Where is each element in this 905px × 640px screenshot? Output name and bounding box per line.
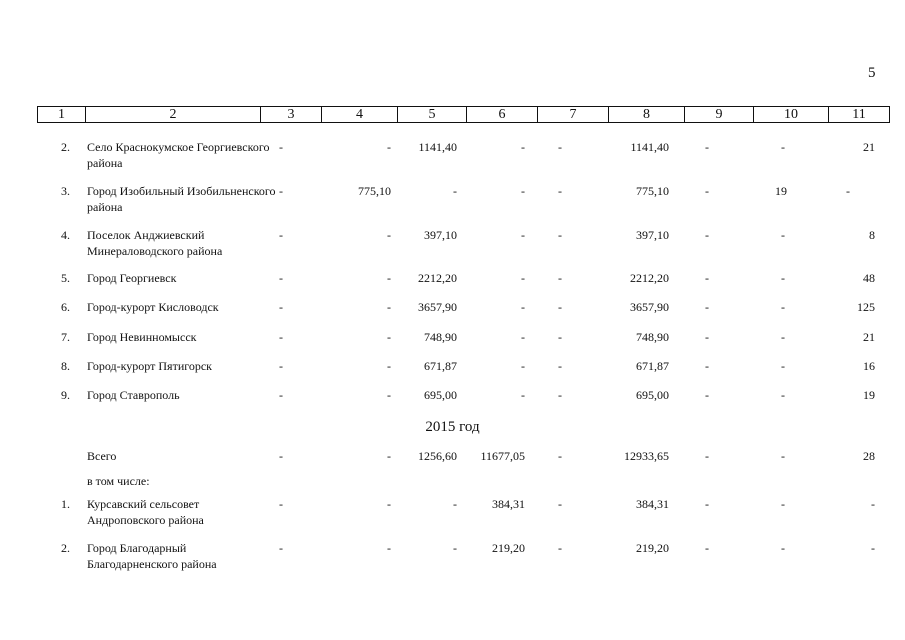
cell-col-11: 48 [863, 271, 875, 285]
cell-col-11: 19 [863, 388, 875, 402]
row-number: 4. [61, 228, 70, 242]
cell-col-10: - [781, 300, 785, 314]
cell-col-10: - [781, 497, 785, 511]
row-name: Курсавский сельсовет Андроповского района [87, 497, 204, 527]
row-name: Город-курорт Пятигорск [87, 359, 213, 373]
header-col-6: 6 [467, 107, 538, 123]
cell-col-8: 219,20 [636, 541, 669, 555]
cell-col-5: - [453, 184, 457, 198]
cell-col-6: 384,31 [492, 497, 525, 511]
row-name: Город Георгиевск [87, 271, 177, 285]
header-col-4: 4 [322, 107, 398, 123]
row-name: Всего [87, 449, 117, 463]
cell-col-4: - [387, 541, 391, 555]
page-number: 5 [868, 65, 876, 81]
cell-col-4: - [387, 388, 391, 402]
cell-col-5: 2212,20 [418, 271, 457, 285]
header-col-5: 5 [398, 107, 467, 123]
cell-col-11: 28 [863, 449, 875, 463]
cell-col-3: - [279, 541, 283, 555]
row-number: 7. [61, 330, 70, 344]
cell-col-8: 3657,90 [630, 300, 669, 314]
cell-col-9: - [705, 388, 709, 402]
cell-col-6: 219,20 [492, 541, 525, 555]
row-name: Город-курорт Кисловодск [87, 300, 219, 314]
cell-col-6: - [521, 330, 525, 344]
cell-col-6: - [521, 140, 525, 154]
cell-col-5: 695,00 [424, 388, 457, 402]
cell-col-8: 397,10 [636, 228, 669, 242]
row-name: Город Благодарный Благодарненского района [87, 541, 217, 571]
table-row [37, 227, 882, 259]
row-name: Поселок Анджиевский Минераловодского района [87, 228, 223, 258]
cell-col-4: - [387, 359, 391, 373]
cell-col-6: - [521, 184, 525, 198]
cell-col-9: - [705, 184, 709, 198]
cell-col-10: - [781, 359, 785, 373]
row-number: 3. [61, 184, 70, 198]
cell-col-8: 384,31 [636, 497, 669, 511]
cell-col-8: 748,90 [636, 330, 669, 344]
header-col-8: 8 [609, 107, 685, 123]
cell-col-3: - [279, 271, 283, 285]
cell-col-10: - [781, 228, 785, 242]
cell-col-7: - [558, 271, 562, 285]
cell-col-7: - [558, 388, 562, 402]
cell-col-11: - [871, 541, 875, 555]
row-name: Город Изобильный Изобильненского района [87, 184, 276, 214]
cell-col-7: - [558, 140, 562, 154]
header-col-10: 10 [754, 107, 829, 123]
cell-col-6: - [521, 228, 525, 242]
cell-col-5: - [453, 541, 457, 555]
table-row [37, 299, 882, 331]
cell-col-3: - [279, 184, 283, 198]
table-row [37, 540, 882, 572]
table-row [37, 183, 882, 215]
cell-col-11: 21 [863, 140, 875, 154]
cell-col-4: - [387, 330, 391, 344]
cell-col-8: 12933,65 [624, 449, 669, 463]
cell-col-8: 695,00 [636, 388, 669, 402]
cell-col-8: 1141,40 [630, 140, 669, 154]
header-col-3: 3 [261, 107, 322, 123]
cell-col-4: - [387, 449, 391, 463]
cell-col-3: - [279, 388, 283, 402]
cell-col-11: - [871, 497, 875, 511]
cell-col-10: - [781, 271, 785, 285]
cell-col-7: - [558, 541, 562, 555]
cell-col-5: 748,90 [424, 330, 457, 344]
cell-col-11: 125 [857, 300, 875, 314]
cell-col-8: 775,10 [636, 184, 669, 198]
row-name: Город Ставрополь [87, 388, 180, 402]
table-row [37, 329, 882, 361]
cell-col-3: - [279, 449, 283, 463]
cell-col-5: 1256,60 [418, 449, 457, 463]
header-col-2: 2 [86, 107, 261, 123]
cell-col-4: - [387, 140, 391, 154]
cell-col-10: - [781, 388, 785, 402]
year-heading: 2015 год [425, 419, 480, 435]
cell-col-5: 671,87 [424, 359, 457, 373]
row-name: Село Краснокумское Георгиевского района [87, 140, 270, 170]
cell-col-7: - [558, 449, 562, 463]
header-col-7: 7 [538, 107, 609, 123]
cell-col-4: - [387, 228, 391, 242]
cell-col-5: 3657,90 [418, 300, 457, 314]
cell-col-4: 775,10 [358, 184, 391, 198]
row-number: 5. [61, 271, 70, 285]
total-row [37, 448, 882, 480]
row-number: 9. [61, 388, 70, 402]
cell-col-11: - [846, 184, 850, 198]
row-number: 2. [61, 140, 70, 154]
cell-col-11: 8 [869, 228, 875, 242]
table-row [37, 358, 882, 390]
cell-col-3: - [279, 140, 283, 154]
cell-col-6: - [521, 271, 525, 285]
cell-col-7: - [558, 184, 562, 198]
cell-col-5: - [453, 497, 457, 511]
cell-col-4: - [387, 497, 391, 511]
cell-col-5: 397,10 [424, 228, 457, 242]
cell-col-9: - [705, 449, 709, 463]
cell-col-7: - [558, 228, 562, 242]
row-number: 2. [61, 541, 70, 555]
header-col-1: 1 [38, 107, 86, 123]
subheading: в том числе: [87, 474, 150, 488]
cell-col-9: - [705, 330, 709, 344]
table-row [37, 387, 882, 419]
row-number: 6. [61, 300, 70, 314]
cell-col-6: - [521, 388, 525, 402]
cell-col-6: - [521, 300, 525, 314]
row-number: 8. [61, 359, 70, 373]
cell-col-6: 11677,05 [480, 449, 525, 463]
cell-col-7: - [558, 330, 562, 344]
cell-col-3: - [279, 359, 283, 373]
cell-col-6: - [521, 359, 525, 373]
table-row [37, 139, 882, 171]
header-col-11: 11 [829, 107, 890, 123]
cell-col-3: - [279, 300, 283, 314]
cell-col-10: - [781, 140, 785, 154]
cell-col-4: - [387, 271, 391, 285]
cell-col-8: 671,87 [636, 359, 669, 373]
cell-col-10: - [781, 449, 785, 463]
cell-col-9: - [705, 497, 709, 511]
cell-col-10: - [781, 330, 785, 344]
column-number-header [37, 106, 890, 123]
cell-col-3: - [279, 228, 283, 242]
cell-col-11: 16 [863, 359, 875, 373]
cell-col-7: - [558, 359, 562, 373]
header-col-9: 9 [685, 107, 754, 123]
cell-col-4: - [387, 300, 391, 314]
cell-col-9: - [705, 359, 709, 373]
cell-col-7: - [558, 300, 562, 314]
cell-col-3: - [279, 497, 283, 511]
cell-col-10: - [781, 541, 785, 555]
cell-col-9: - [705, 541, 709, 555]
row-number: 1. [61, 497, 70, 511]
cell-col-9: - [705, 140, 709, 154]
cell-col-5: 1141,40 [418, 140, 457, 154]
cell-col-7: - [558, 497, 562, 511]
cell-col-9: - [705, 300, 709, 314]
cell-col-10: 19 [775, 184, 787, 198]
table-row [37, 496, 882, 528]
row-name: Город Невинномысск [87, 330, 197, 344]
cell-col-9: - [705, 271, 709, 285]
cell-col-11: 21 [863, 330, 875, 344]
cell-col-8: 2212,20 [630, 271, 669, 285]
cell-col-9: - [705, 228, 709, 242]
table-row [37, 270, 882, 302]
cell-col-3: - [279, 330, 283, 344]
